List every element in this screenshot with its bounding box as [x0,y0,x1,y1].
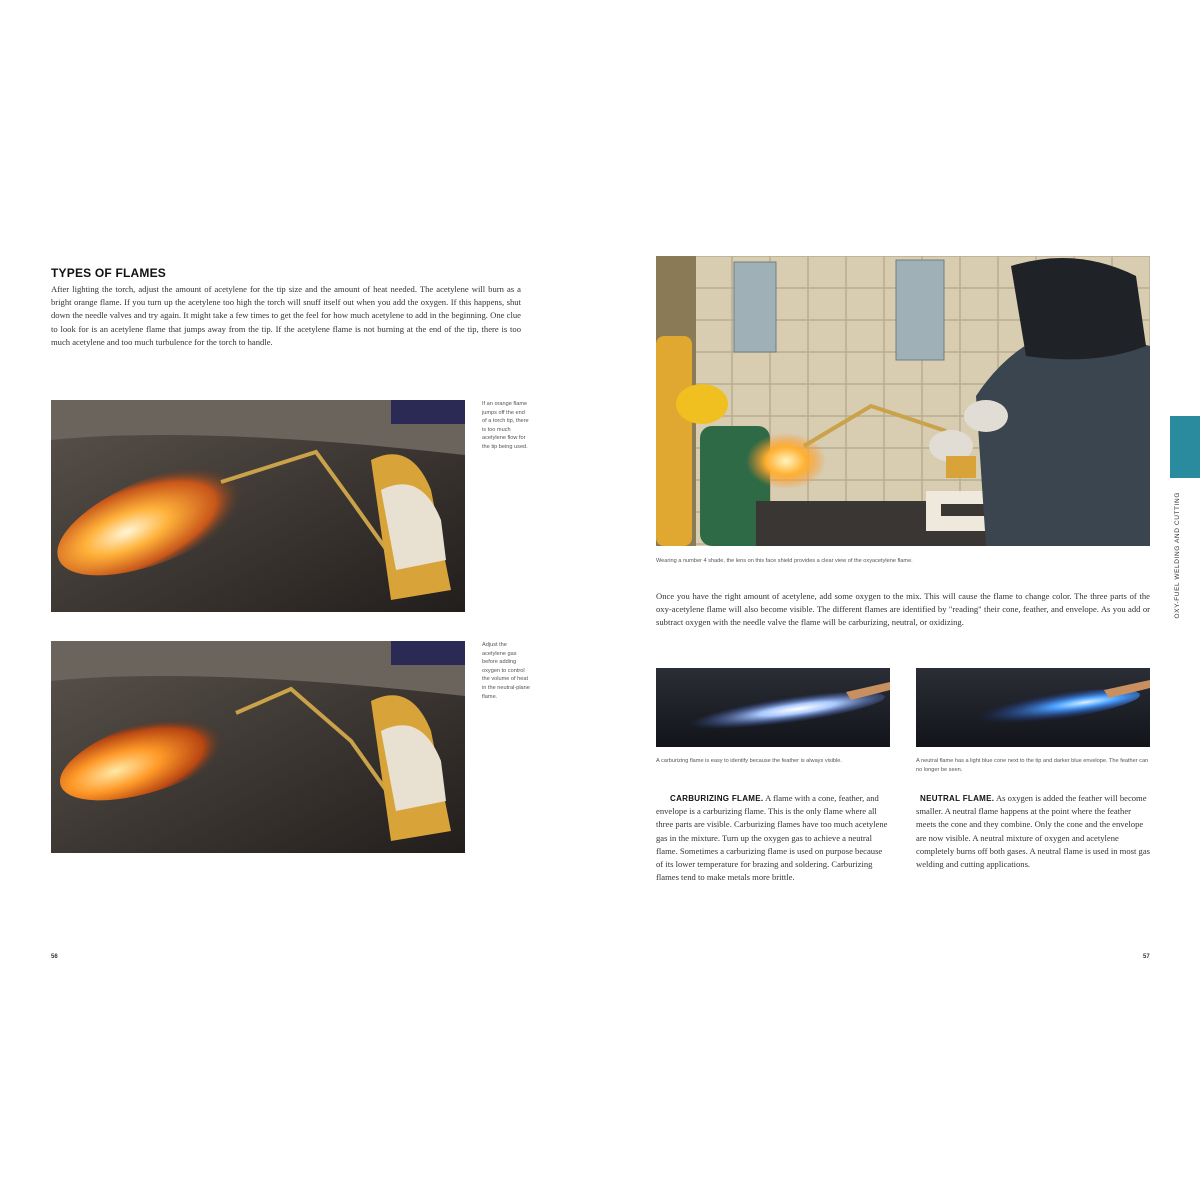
chapter-tab-label: OXY-FUEL WELDING AND CUTTING [1174,492,1181,619]
carburizing-text: A flame with a cone, feather, and envelope is a carburizing flame. This is the only flame where all three parts are visible. Carburizing flames have too much acetylene gas in the mixture. Turn up the oxygen gas to achieve a neutral flame. Sometimes a carburizing flame is used on purpose because of its lower temperature for brazing and soldering. Carburizing flames tend to make metals more brittle. [656,793,888,883]
carburizing-flame-section [656,792,890,884]
carburizing-title: CARBURIZING FLAME. [670,794,764,803]
caption-photo-2: Adjust the acetylene gas before adding oxygen to control the volume of heat in the neutral-plane flame. [482,642,530,700]
photo-acetylene-adjusted [51,641,465,853]
photo-orange-flame-jumping [51,400,465,612]
neutral-text: As oxygen is added the feather will become smaller. A neutral flame happens at the point where the feather meets the cone and they combine. Only the cone and the envelope are now visible. A neutral mixture of oxygen and acetylene completely burns off both gases. A neutral flame is used in most gas welding and cutting applications. [916,793,1150,870]
neutral-flame-section [916,792,1150,871]
photo-welder-with-face-shield [656,256,1150,546]
photo-neutral-flame [916,668,1150,747]
folio-left: 56 [51,954,58,960]
intro-paragraph: After lighting the torch, adjust the amount of acetylene for the tip size and the amount of heat needed. The acetylene will burn as a bright orange flame. If you turn up the acetylene too high the torch will snuff itself out when you add the oxygen. If this happens, shut down the needle valves and try again. It might take a few times to get the feel for how much acetylene to add in the beginning. One clue to look for is an acetylene flame that jumps away from the tip. If the acetylene flame is not burning at the end of the tip, there is too much acetylene and too much turbulence for the torch to handle. [51,284,521,347]
caption-carburizing: A carburizing flame is easy to identify because the feather is always visible. [656,758,842,764]
oxygen-paragraph: Once you have the right amount of acetylene, add some oxygen to the mix. This will cause the flame to change color. The three parts of the oxy-acetylene flame will also become visible. The different flames are identified by "reading" their cone, feather, and envelope. As you add or subtract oxygen with the needle valve the flame will be carburizing, neutral, or oxidizing. [656,591,1150,628]
chapter-tab [1170,416,1200,478]
neutral-title: NEUTRAL FLAME. [920,794,995,803]
folio-right: 57 [1143,954,1150,960]
caption-photo-1: If an orange flame jumps off the end of a torch tip, there is too much acetylene flow for the tip being used. [482,401,529,450]
caption-neutral: A neutral flame has a light blue cone next to the tip and darker blue envelope. The feather can no longer be seen. [916,758,1149,773]
photo-carburizing-flame [656,668,890,747]
caption-welder-photo: Wearing a number 4 shade, the lens on this face shield provides a clear view of the oxyacetylene flame. [656,558,913,564]
section-heading: TYPES OF FLAMES [51,266,167,280]
